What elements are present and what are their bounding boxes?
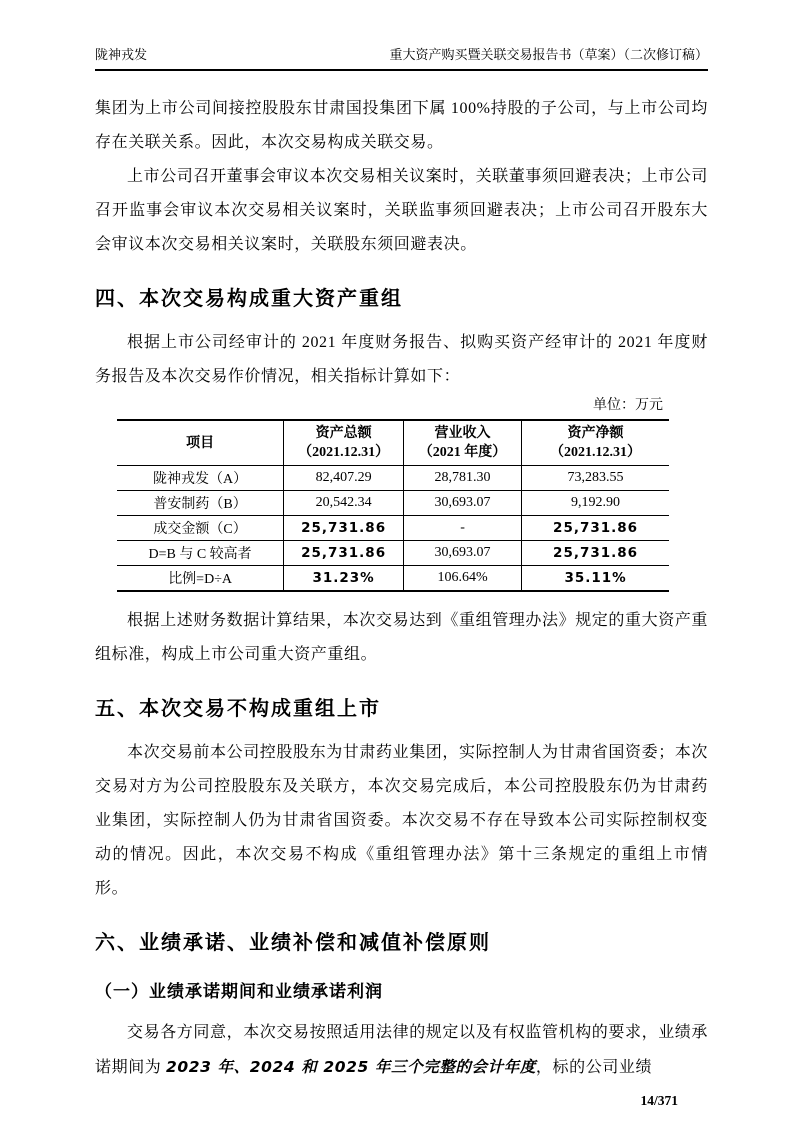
cell-net-assets: 73,283.55	[522, 466, 669, 491]
page-number: 14/371	[640, 1093, 678, 1108]
column-header-item: 项目	[117, 420, 284, 466]
paragraph-performance-commitment	[95, 1016, 708, 1085]
column-header-revenue: 营业收入 （2021 年度）	[403, 420, 521, 466]
cell-revenue: -	[403, 516, 521, 541]
performance-commitment-suffix: ，标的公司业绩	[535, 1059, 653, 1076]
document-body	[95, 71, 708, 1111]
cell-item: 比例=D÷A	[117, 566, 284, 592]
cell-net-assets: 35.11%	[522, 566, 669, 592]
column-header-total-assets: 资产总额 （2021.12.31）	[284, 420, 404, 466]
table-row	[117, 466, 669, 491]
section-heading-4: 四、本次交易构成重大资产重组	[95, 286, 403, 310]
cell-revenue: 30,693.07	[403, 541, 521, 566]
running-header	[95, 46, 708, 71]
header-company-name: 陇神戎发	[95, 47, 148, 62]
cell-revenue: 106.64%	[403, 566, 521, 592]
cell-net-assets: 25,731.86	[522, 541, 669, 566]
cell-total-assets: 20,542.34	[284, 491, 404, 516]
table-header-row	[117, 420, 669, 466]
section-heading-5: 五、本次交易不构成重组上市	[95, 696, 381, 720]
cell-total-assets: 25,731.86	[284, 541, 404, 566]
table-unit-label: 单位：万元	[593, 398, 663, 413]
metrics-table	[117, 419, 669, 592]
paragraph-indicator-intro: 根据上市公司经审计的 2021 年度财务报告、拟购买资产经审计的 2021 年度财务报告及本次交易作价情况，相关指标计算如下：	[95, 334, 708, 385]
paragraph-related-transaction: 集团为上市公司间接控股股东甘肃国投集团下属 100%持股的子公司，与上市公司均存在关联关系。因此，本次交易构成关联交易。	[95, 100, 708, 151]
paragraph-voting-avoidance: 上市公司召开董事会审议本次交易相关议案时，关联董事须回避表决；上市公司召开监事会审议本次交易相关议案时，关联监事须回避表决；上市公司召开股东大会审议本次交易相关议案时，关联股东须回避表决。	[95, 168, 709, 253]
cell-net-assets: 9,192.90	[522, 491, 669, 516]
cell-item: 成交金额（C）	[117, 516, 284, 541]
cell-item: 陇神戎发（A）	[117, 466, 284, 491]
subsection-heading-6-1: （一）业绩承诺期间和业绩承诺利润	[95, 982, 383, 1002]
header-document-title: 重大资产购买暨关联交易报告书（草案）（二次修订稿）	[389, 47, 708, 62]
table-row	[117, 516, 669, 541]
performance-commitment-period: 2023 年、2024 和 2025 年三个完整的会计年度	[166, 1058, 536, 1076]
cell-total-assets: 31.23%	[284, 566, 404, 592]
table-row	[117, 566, 669, 592]
cell-total-assets: 25,731.86	[284, 516, 404, 541]
table-row	[117, 541, 669, 566]
paragraph-no-restructuring-listing: 本次交易前本公司控股股东为甘肃药业集团，实际控制人为甘肃省国资委；本次交易对方为公司控股股东及关联方，本次交易完成后，本公司控股股东仍为甘肃药业集团，实际控制人仍为甘肃省国资委。本次交易不存在导致本公司实际控制权变动的情况。因此，本次交易不构成《重组管理办法》第十三条规定的重组上市情形。	[95, 744, 709, 897]
cell-net-assets: 25,731.86	[522, 516, 669, 541]
cell-item: 普安制药（B）	[117, 491, 284, 516]
table-row	[117, 491, 669, 516]
cell-revenue: 28,781.30	[403, 466, 521, 491]
cell-item: D=B 与 C 较高者	[117, 541, 284, 566]
cell-total-assets: 82,407.29	[284, 466, 404, 491]
section-heading-6: 六、业绩承诺、业绩补偿和减值补偿原则	[95, 930, 491, 954]
column-header-net-assets: 资产净额 （2021.12.31）	[550, 426, 642, 460]
cell-revenue: 30,693.07	[403, 491, 521, 516]
performance-commitment-prefix: 交易各方同意，本次交易按照适用法律的规定以及有权监管机构的要求，业绩承诺期间为	[95, 1024, 709, 1076]
paragraph-conclusion-major-restructuring: 根据上述财务数据计算结果，本次交易达到《重组管理办法》规定的重大资产重组标准，构成上市公司重大资产重组。	[95, 612, 709, 663]
